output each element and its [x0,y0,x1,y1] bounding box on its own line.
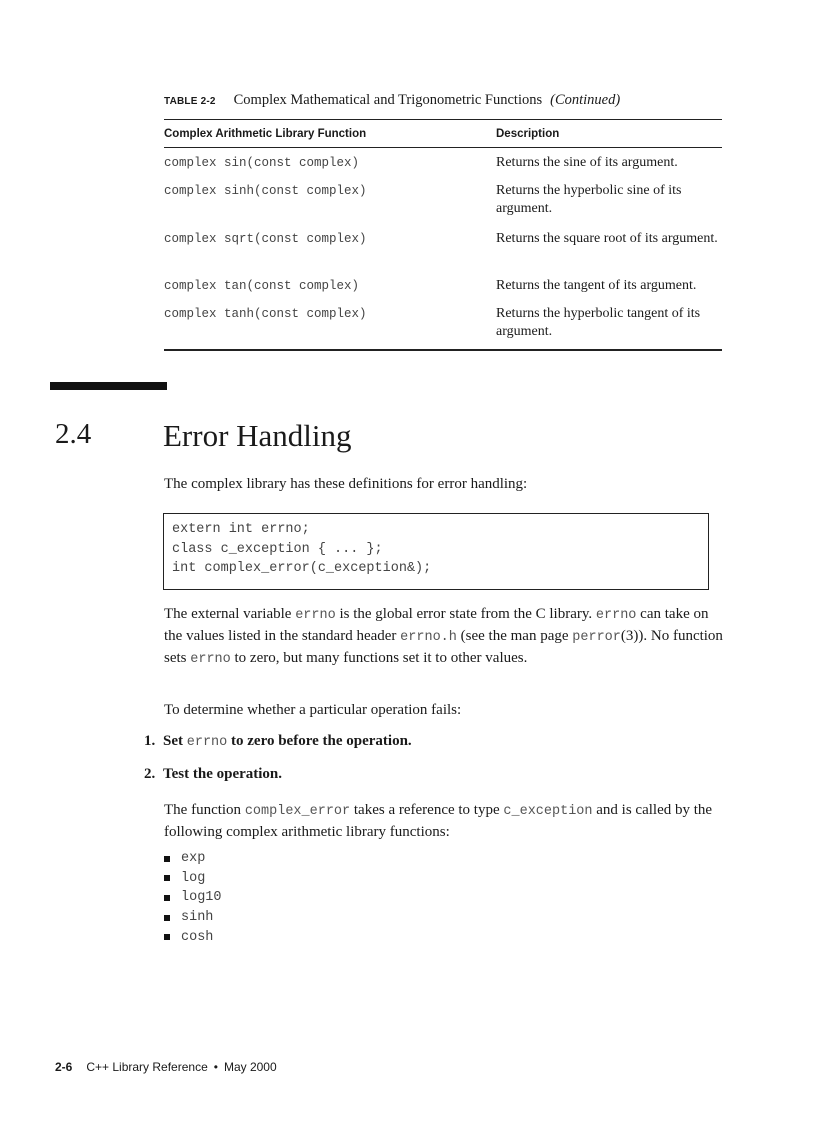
section-title: Error Handling [163,418,352,453]
book-title: C++ Library Reference [86,1060,208,1074]
footer-separator: • [213,1060,218,1074]
code-line: int complex_error(c_exception&); [172,561,432,576]
list-item: cosh [164,927,222,947]
table-row [164,230,722,277]
table-header-row [164,120,722,148]
list-item: log [164,869,222,889]
header-description: Description [496,127,560,140]
page-number: 2-6 [55,1060,73,1074]
list-item: exp [164,849,222,869]
section-intro: The complex library has these definitions for error handling: [164,476,528,492]
bullet-icon [164,875,170,881]
function-signature: complex tan(const complex) [164,279,360,293]
section-number: 2.4 [55,418,92,450]
function-description: Returns the square root of its argument. [496,231,718,246]
function-signature: complex sinh(const complex) [164,184,367,198]
table-row [164,305,722,343]
function-description: Returns the sine of its argument. [496,155,678,170]
step-2: 2. Test the operation. [144,766,283,782]
function-signature: complex sin(const complex) [164,156,360,170]
functions-table [164,119,722,351]
complex-error-paragraph: The function complex_error takes a reference to type c_exception and is called by the following complex arithmetic library functions: [164,802,713,840]
bullet-icon [164,915,170,921]
bullet-icon [164,934,170,940]
code-line: extern int errno; [172,522,310,537]
function-description: Returns the tangent of its argument. [496,278,697,293]
code-block [163,513,709,590]
determine-paragraph: To determine whether a particular operation fails: [164,702,462,718]
table-row [164,154,722,182]
function-signature: complex tanh(const complex) [164,307,367,321]
bullet-icon [164,895,170,901]
table-row [164,277,722,305]
table-continued: (Continued) [550,92,621,108]
function-description: Returns the hyperbolic sine of its argument. [496,183,682,216]
table-caption [164,91,724,109]
table-title: Complex Mathematical and Trigonometric Functions [233,92,543,108]
table-label: TABLE 2-2 [164,96,216,107]
table-row [164,182,722,230]
code-line: class c_exception { ... }; [172,541,383,557]
errno-paragraph: The external variable errno is the global error state from the C library. errno can take on the values listed in the standard header errno.h (see the man page perror(3)). No function sets errno to zero, but many functions set it to other values. [164,606,723,667]
section-bar [50,382,167,390]
function-list [164,849,222,947]
publication-date: May 2000 [223,1060,277,1074]
function-description: Returns the hyperbolic tangent of its argument. [496,306,701,339]
page-footer [55,1060,277,1074]
header-function: Complex Arithmetic Library Function [164,127,367,140]
list-item: log10 [164,888,222,908]
table-body [164,148,722,349]
function-signature: complex sqrt(const complex) [164,232,367,246]
bullet-icon [164,856,170,862]
step-1: 1. Set errno to zero before the operation. [144,733,412,750]
list-item: sinh [164,908,222,928]
